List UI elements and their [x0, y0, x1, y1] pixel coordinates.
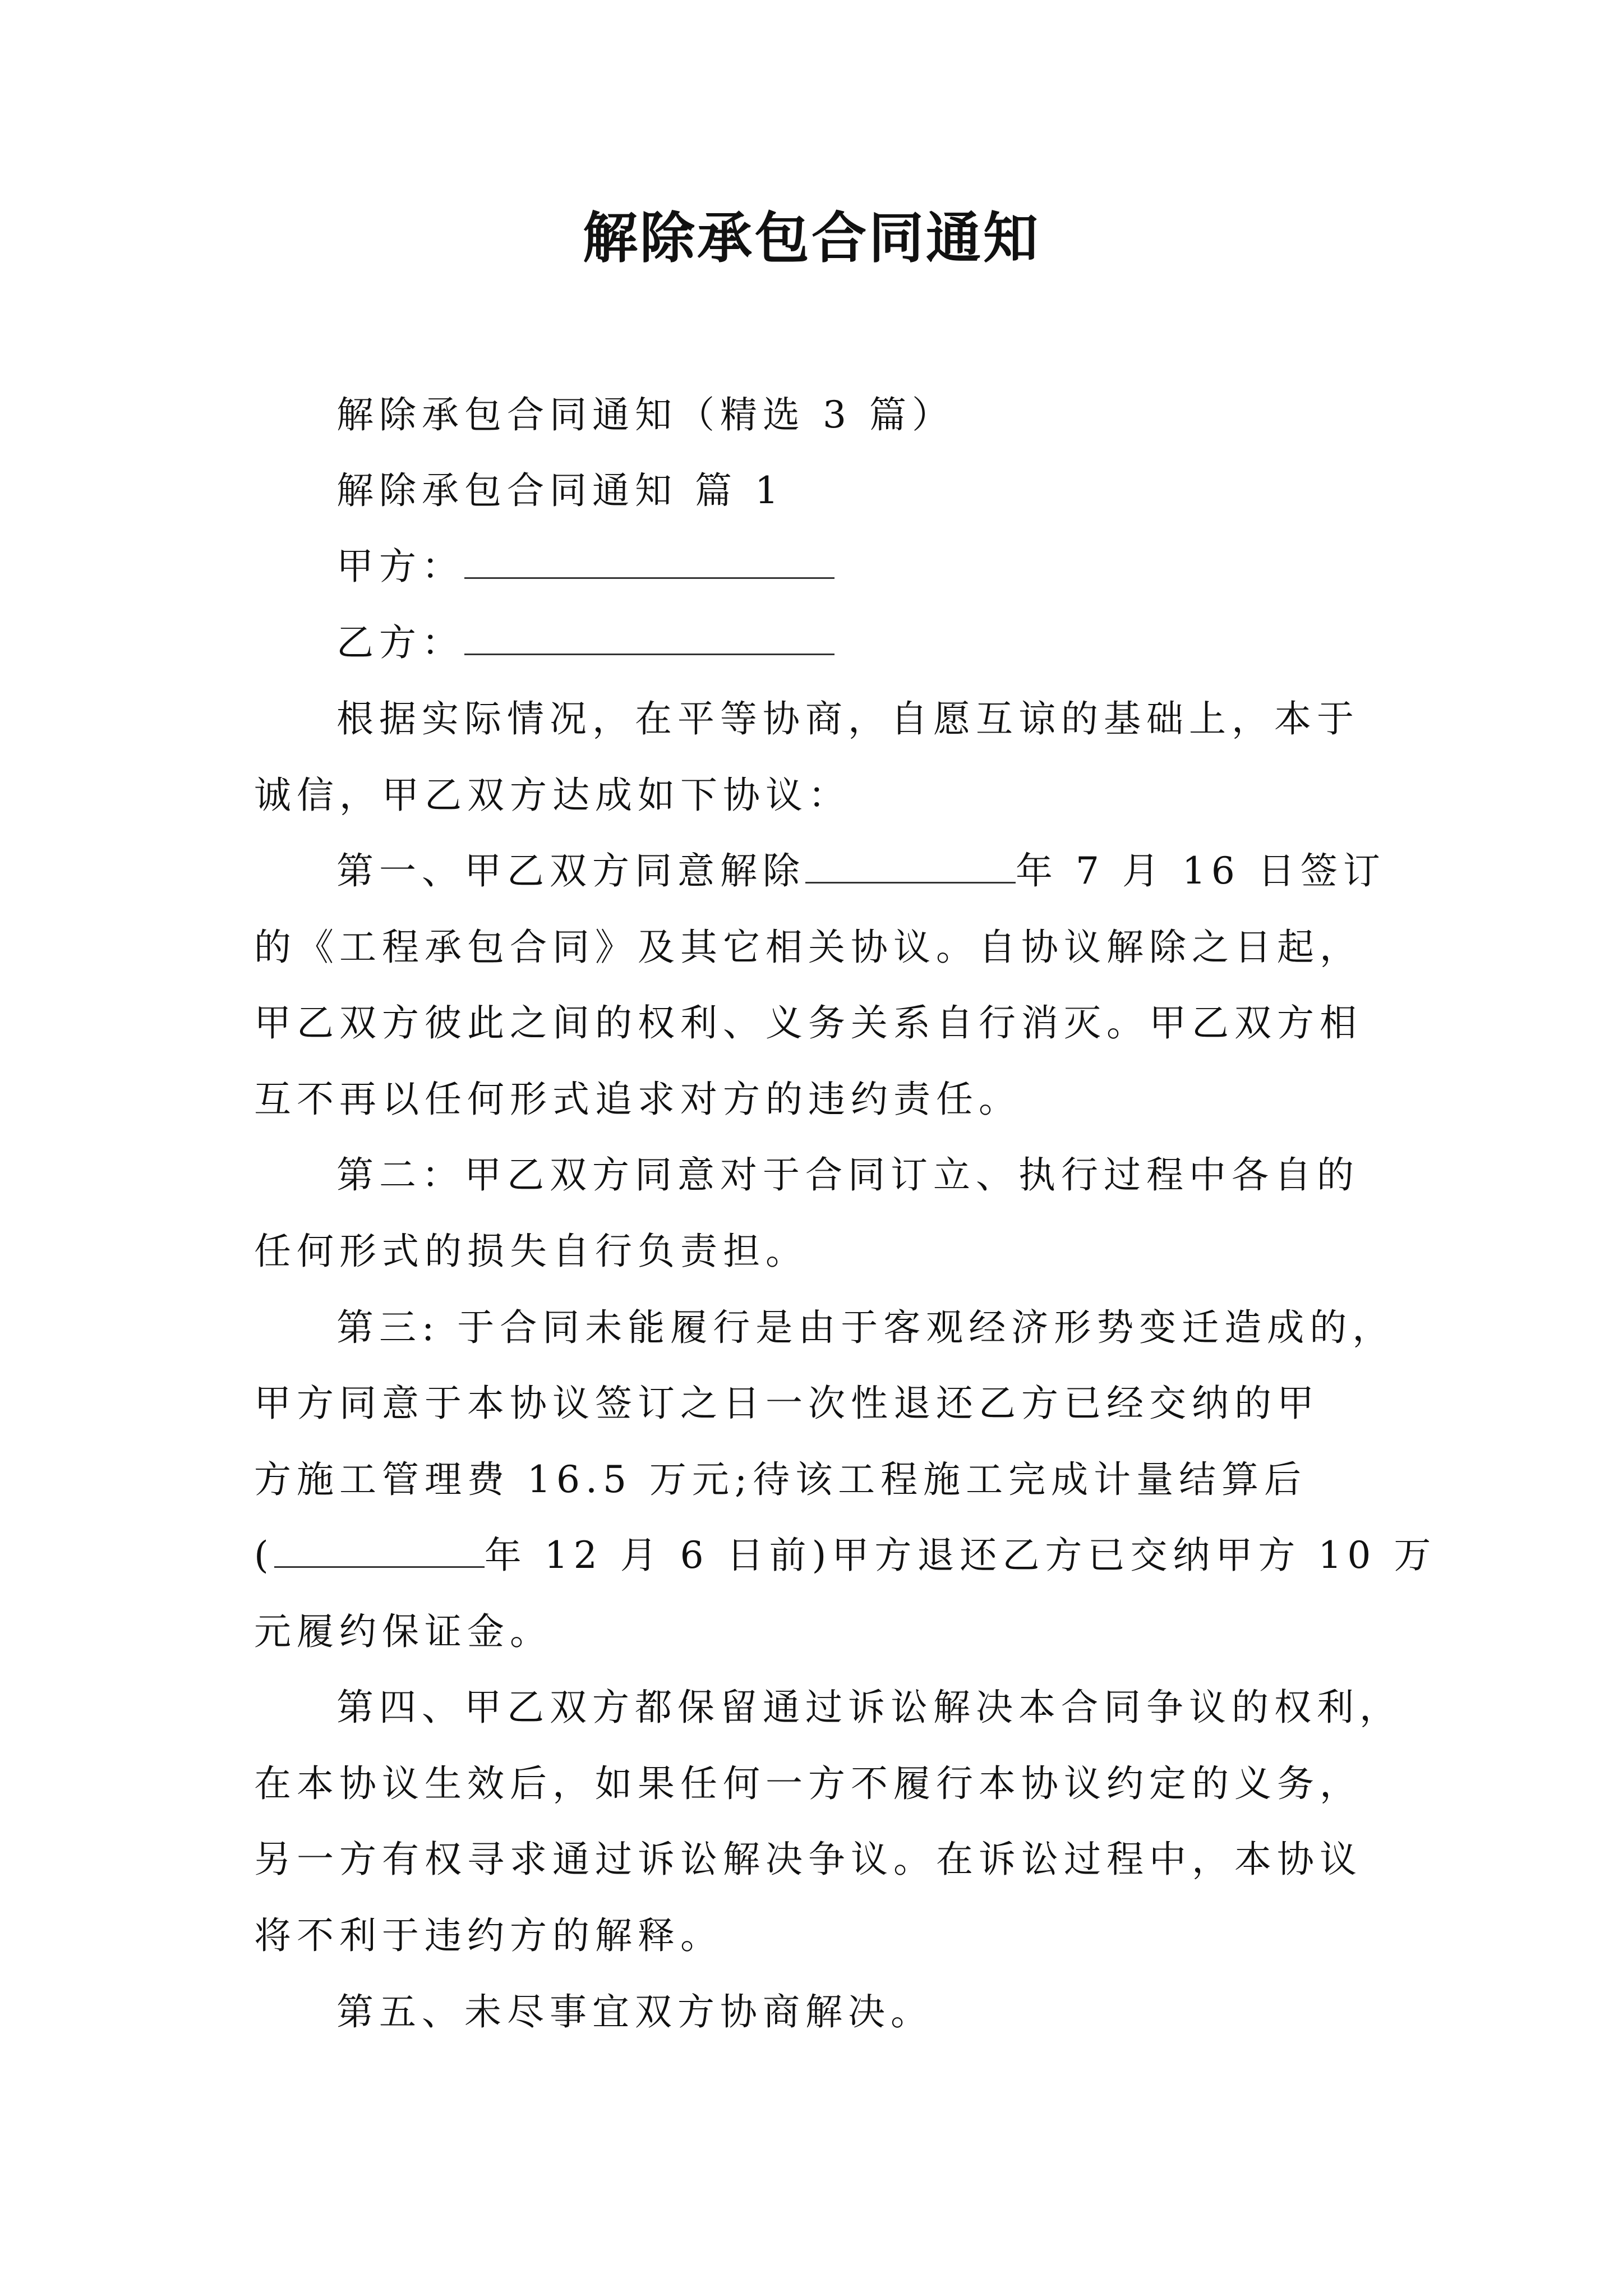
- party-a-line: [336, 539, 1381, 595]
- article-1-line-4: 互不再以任何形式追求对方的违约责任。: [254, 1078, 1021, 1121]
- article-2-line-2: 任何形式的损失自行负责担。: [254, 1230, 808, 1273]
- article-4-line-4: 将不利于违约方的解释。: [254, 1914, 723, 1957]
- article-1-pre: 第一、甲乙双方同意解除: [336, 849, 805, 892]
- party-a-blank: [464, 542, 834, 579]
- party-b-blank: [464, 619, 834, 655]
- date-blank-1: [805, 847, 1016, 884]
- date-blank-2: [274, 1531, 485, 1568]
- article-4-line-3: 另一方有权寻求通过诉讼解决争议。在诉讼过程中，本协议: [254, 1838, 1362, 1881]
- document-subtitle: 解除承包合同通知（精选 3 篇）: [336, 393, 955, 436]
- party-a-label: 甲方：: [336, 545, 464, 588]
- article-4-line-2: 在本协议生效后，如果任何一方不履行本协议约定的义务，: [254, 1762, 1362, 1805]
- article-3-line-3: 方施工管理费 16.5 万元;待该工程施工完成计量结算后: [254, 1458, 1307, 1501]
- article-3-post: 年 12 月 6 日前)甲方退还乙方已交纳甲方 10 万: [484, 1534, 1437, 1577]
- article-3-line-1: 第三: 于合同未能履行是由于客观经济形势变迁造成的，: [336, 1306, 1395, 1349]
- article-3-line-4: [254, 1527, 1437, 1584]
- section-heading: 解除承包合同通知 篇 1: [336, 469, 784, 512]
- article-3-line-2: 甲方同意于本协议签订之日一次性退还乙方已经交纳的甲: [254, 1382, 1320, 1425]
- article-5-line-1: 第五、未尽事宜双方协商解决。: [336, 1990, 933, 2033]
- intro-line-2: 诚信，甲乙双方达成如下协议：: [254, 774, 851, 817]
- article-3-paren: (: [254, 1534, 274, 1577]
- party-b-label: 乙方：: [336, 621, 464, 664]
- article-2-line-1: 第二：甲乙双方同意对于合同订立、执行过程中各自的: [336, 1153, 1359, 1197]
- party-b-line: [336, 615, 1381, 671]
- intro-line-1: 根据实际情况，在平等协商，自愿互谅的基础上，本于: [336, 697, 1359, 740]
- article-1-line-3: 甲乙双方彼此之间的权利、义务关系自行消灭。甲乙双方相: [254, 1001, 1362, 1045]
- article-1-line-2: 的《工程承包合同》及其它相关协议。自协议解除之日起，: [254, 926, 1362, 969]
- article-1-post: 年 7 月 16 日签订: [1016, 849, 1386, 892]
- document-title: 解除承包合同通知: [582, 206, 1040, 270]
- article-1-line-1: [336, 843, 1386, 899]
- article-3-line-5: 元履约保证金。: [254, 1610, 552, 1653]
- article-4-line-1: 第四、甲乙双方都保留通过诉讼解决本合同争议的权利，: [336, 1686, 1402, 1729]
